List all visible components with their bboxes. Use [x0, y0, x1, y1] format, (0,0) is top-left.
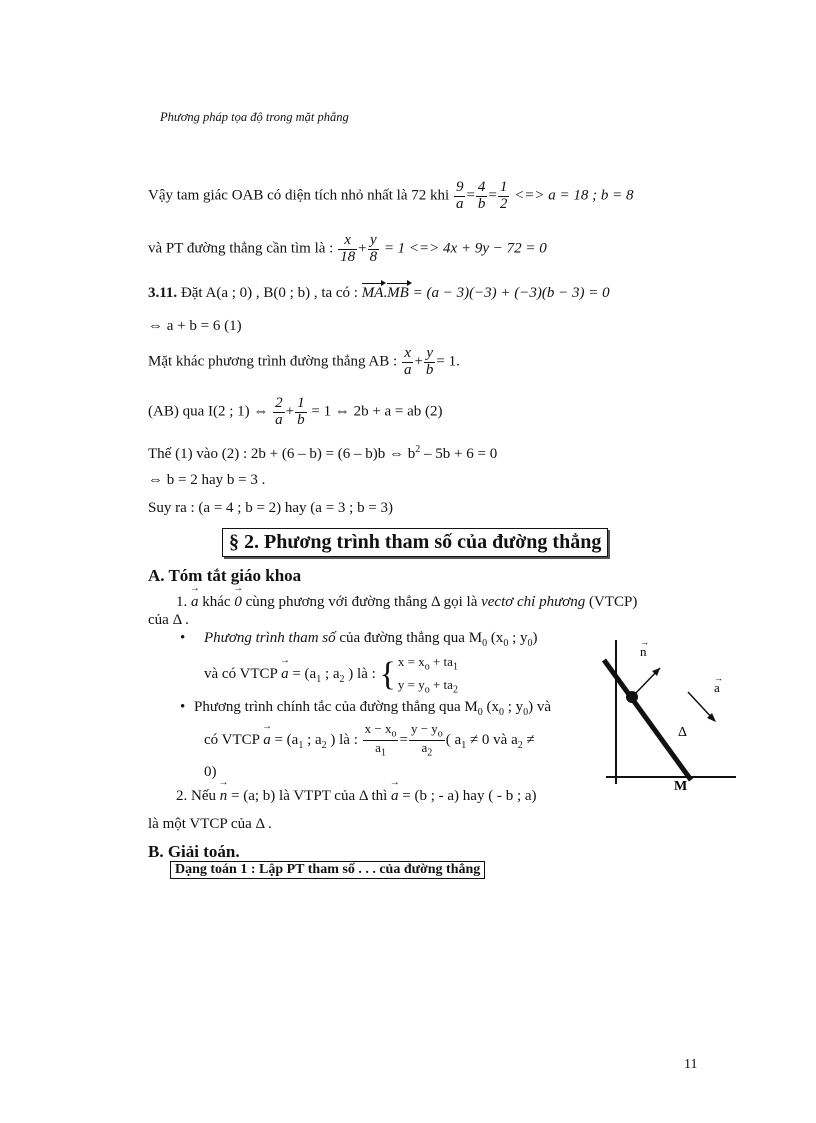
t: x = x	[397, 654, 425, 669]
substitution-line	[148, 444, 497, 463]
text: = (a	[288, 666, 317, 683]
num: 4	[477, 179, 486, 195]
substitution-tail: – 5b + 6 = 0	[420, 446, 498, 462]
exercise-text: Đặt A(a ; 0) , B(0 ; b) , ta có :	[180, 285, 358, 301]
sub: o	[391, 728, 397, 740]
den: 8	[369, 248, 378, 265]
sub: 0	[527, 638, 533, 649]
text: của đường thẳng qua M	[335, 630, 483, 646]
text: (VTCP)	[585, 594, 638, 610]
sub: 1	[298, 740, 304, 752]
text: )	[532, 630, 538, 646]
sub: 2	[339, 674, 345, 686]
vector-ma: MA	[361, 285, 384, 301]
equation-1: ⇔ a + b = 6 (1)	[148, 318, 242, 334]
t: a	[375, 740, 381, 756]
den: 18	[340, 248, 356, 265]
canonical-end: 0)	[204, 764, 217, 780]
num: y	[424, 346, 436, 363]
canonical-equation: có VTCP → $a = (a_1$ ; $a_2$ ) là : $\frac{x - x_o}{a_1}$ = $\frac{y - y_o}{a_2}$ ( $a_1 \ne 0$ và $a_2$ ≠	[204, 722, 535, 759]
conclusion-line: Vậy tam giác OAB có diện tích nhỏ nhất là 72 khi $\frac{9}{a}$ = $\frac{4}{b}$ = $\frac{1}{2}$ <=> a = 18 ; b = 8	[148, 179, 634, 212]
sub: 0	[482, 638, 488, 649]
num: x	[338, 233, 357, 250]
text: có VTCP	[204, 732, 264, 749]
text: = (a	[270, 732, 299, 749]
system-equations	[398, 652, 458, 697]
section-a-heading: A. Tóm tắt giáo khoa	[148, 566, 302, 585]
sub: 1	[316, 674, 322, 686]
final-result: Suy ra : (a = 4 ; b = 2) hay (a = 3 ; b = 3)	[148, 500, 394, 516]
line-ab-tail: = 1.	[436, 353, 460, 370]
text: ( a	[445, 732, 462, 749]
fraction-9-a	[454, 180, 466, 213]
exponent: 2	[415, 444, 421, 455]
num: 9	[455, 179, 464, 195]
sub: 1	[452, 661, 458, 673]
sub: 0	[523, 707, 529, 718]
den: a	[455, 195, 464, 212]
definition-vtcp	[176, 594, 637, 611]
num	[363, 722, 399, 741]
problem-type-1: Dạng toán 1 : Lập PT tham số . . . của đường thẳng	[170, 861, 485, 879]
fraction-4-b	[476, 180, 488, 213]
page-header: Phương pháp tọa độ trong mặt phẳng	[160, 110, 349, 124]
passes-through-i: (AB) qua I(2 ; 1) ⇔ $\frac{2}{a}$ + $\frac{1}{b}$ = 1 ⇔ 2b + a = ab (2)	[148, 395, 443, 428]
definition-line2: của Δ .	[148, 612, 189, 628]
t: y − y	[410, 721, 438, 736]
sub: 2	[452, 684, 458, 696]
normal-to-direction	[176, 788, 537, 805]
line-equation: và PT đường thẳng cần tìm là : $\frac{x}{18}$ + $\frac{y}{8}$ = 1 <=> 4x + 9y − 72 = 0	[148, 232, 547, 265]
sub: o	[424, 684, 430, 696]
sub: 1	[461, 740, 467, 752]
sub: 0	[499, 707, 504, 718]
label-delta: Δ	[678, 725, 688, 740]
label-a: a	[714, 680, 720, 695]
label-n-arrow: →	[640, 637, 649, 647]
text: ; y	[508, 630, 528, 646]
text: 2. Nếu	[176, 788, 220, 804]
fraction-y-8	[368, 233, 380, 266]
zero-vector: → 0	[234, 594, 242, 611]
num: x	[402, 346, 414, 363]
num: 2	[275, 395, 283, 411]
line-ab-text: Mặt khác phương trình đường thẳng AB :	[148, 353, 398, 370]
item-number: 1.	[176, 594, 188, 610]
exercise-3-11: 3.11. Đặt A(a ; 0) , B(0 ; b) , ta có : MA.MB = (a − 3)(−3) + (−3)(b − 3) = 0	[148, 285, 610, 301]
fraction-x	[363, 722, 399, 759]
text: khác	[198, 594, 235, 610]
b-solutions: ⇔ b = 2 hay b = 3 .	[148, 472, 266, 488]
den: b	[477, 195, 486, 212]
line-equation-text: và PT đường thẳng cần tìm là :	[148, 240, 334, 257]
section-title: § 2. Phương trình tham số của đường thẳng	[222, 528, 608, 557]
sub: 0	[477, 707, 483, 718]
line-ab-equation: Mặt khác phương trình đường thẳng AB : $\frac{x}{a}$ + $\frac{y}{b}$ = 1.	[148, 345, 460, 378]
conclusion-text: Vậy tam giác OAB có diện tích nhỏ nhất là 72 khi	[148, 187, 450, 204]
t: a	[421, 740, 428, 756]
eq-y	[397, 676, 458, 696]
text: ≠ 0 và a	[466, 732, 518, 749]
den	[363, 741, 399, 759]
t: + ta	[429, 676, 453, 692]
fraction-y	[409, 722, 445, 759]
text: ; a	[321, 666, 340, 683]
text: (x	[487, 630, 504, 646]
vector-a: → a	[391, 788, 399, 805]
den: a	[275, 411, 283, 428]
bullet-dot: •	[180, 630, 186, 646]
den	[409, 741, 445, 759]
fraction-2-a	[273, 396, 285, 429]
canonical-heading	[194, 699, 551, 718]
label-n: n	[640, 644, 647, 659]
text: = (a; b) là VTPT của Δ thì	[227, 788, 392, 804]
term-vtcp: vectơ chỉ phương	[481, 594, 586, 610]
text: ; a	[303, 732, 322, 749]
label-m: M	[674, 779, 688, 794]
sub: 1	[380, 747, 386, 759]
line-equation-result: = 1 <=> 4x + 9y − 72 = 0	[383, 240, 547, 257]
text: cùng phương với đường thẳng Δ gọi là	[241, 594, 482, 610]
vector-mb: MB	[387, 285, 409, 301]
passes-tail: = 1 ⇔ 2b + a = ab (2)	[311, 403, 443, 420]
t: + ta	[429, 654, 453, 669]
vector-a: → a	[281, 666, 289, 683]
den: b	[297, 411, 305, 428]
label-a-arrow: →	[714, 673, 723, 683]
vector-n: → n	[220, 788, 228, 805]
text: ≠	[522, 732, 535, 749]
vector-a: → a	[263, 732, 271, 749]
fraction-x-18	[338, 233, 357, 266]
num: y	[368, 233, 380, 250]
fraction-x-a	[402, 346, 414, 379]
den: 2	[499, 195, 508, 212]
term-parametric: Phương trình tham số	[204, 630, 336, 646]
line-delta	[604, 660, 691, 780]
text: và có VTCP	[204, 666, 282, 683]
exercise-number: 3.11.	[148, 285, 178, 301]
section-b-heading: B. Giải toán.	[148, 842, 240, 861]
den: b	[425, 361, 434, 378]
sub: 2	[427, 747, 433, 759]
sub: o	[437, 728, 443, 740]
num: 1	[297, 395, 305, 411]
text: ) và	[528, 699, 552, 715]
num	[409, 722, 445, 741]
eq-x	[397, 654, 458, 673]
sub: 2	[321, 740, 327, 752]
sub: o	[424, 661, 430, 673]
fraction-1-b	[295, 396, 307, 429]
text: (x	[482, 699, 499, 715]
page-number: 11	[684, 1057, 698, 1072]
conclusion-result: <=> a = 18 ; b = 8	[514, 187, 634, 204]
parametric-system	[204, 652, 458, 697]
brace: {	[379, 655, 396, 693]
t: x − x	[364, 721, 392, 736]
num: 1	[499, 179, 508, 195]
bullet-dot: •	[180, 699, 186, 715]
t: y = y	[397, 676, 425, 692]
text: Phương trình chính tắc của đường thẳng qua M	[194, 699, 478, 715]
sub: 2	[517, 740, 523, 752]
passes-text: (AB) qua I(2 ; 1) ⇔	[148, 403, 269, 420]
parametric-heading	[204, 630, 537, 649]
line-diagram	[596, 632, 746, 802]
fraction-y-b	[424, 346, 436, 379]
text: ) là :	[326, 732, 358, 749]
text: ) là :	[344, 666, 376, 683]
substitution-text: Thế (1) vào (2) : 2b + (6 – b) = (6 – b)b ⇔ b	[148, 446, 416, 462]
text: = (b ; - a) hay ( - b ; a)	[398, 788, 537, 804]
normal-to-direction-line2: là một VTCP của Δ .	[148, 816, 272, 832]
fraction-1-2	[498, 180, 510, 213]
text: ; y	[504, 699, 524, 715]
vector-a: → a	[191, 594, 199, 611]
den: a	[403, 361, 412, 378]
sub: 0	[503, 638, 509, 649]
dot-product-eq: = (a − 3)(−3) + (−3)(b − 3) = 0	[412, 285, 610, 301]
